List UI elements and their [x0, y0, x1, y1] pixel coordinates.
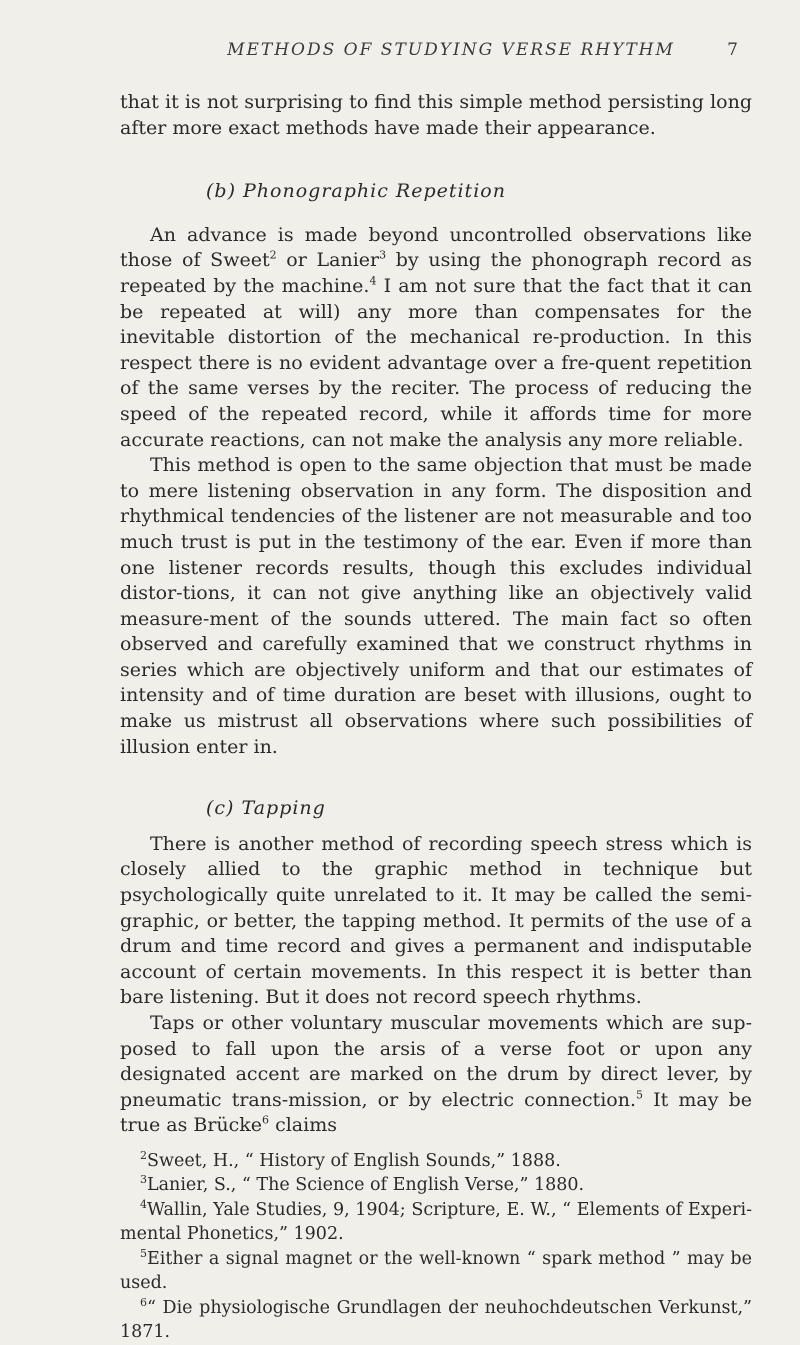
page-number: 7	[727, 40, 738, 60]
running-header	[120, 40, 752, 66]
footnote-ref: 6	[262, 1114, 270, 1128]
footnote-text: Wallin, Yale Studies, 9, 1904; Scripture, E. W., “ Elements of Experi-mental Phonetics,” 1902.	[120, 1199, 752, 1245]
running-title: METHODS OF STUDYING VERSE RHYTHM	[227, 40, 675, 60]
footnote-mark: 3	[140, 1173, 147, 1187]
paragraph-text: Taps or other voluntary muscular movements which are sup-posed to fall upon the arsis of a verse foot or upon any designated accent are marked on the drum by direct lever, by pneumatic trans-mission, or by electric connection.	[120, 1012, 752, 1111]
section-b-paragraph-2: This method is open to the same objection that must be made to mere listening observation in any form. The disposition and rhythmical tendencies of the listener are not measurable and too much trust is put in the testimony of the ear. Even if more than one listener records results, though this excludes individual distor-tions, it can not give anything like an objectively valid measure-ment of the sounds uttered. The main fact so often observed and carefully examined that we construct rhythms in series which are objectively uniform and that our estimates of intensity and of time duration are beset with illusions, ought to make us mistrust all observations where such possibilities of illusion enter in.	[120, 454, 752, 758]
footnote	[120, 1149, 752, 1174]
footnote-text: “ Die physiologische Grundlagen der neuhochdeutschen Verkunst,” 1871.	[120, 1297, 752, 1343]
footnote-ref: 3	[379, 249, 387, 263]
section-heading-c: (c) Tapping	[206, 797, 326, 820]
paragraph-text: or Lanier	[276, 249, 380, 272]
footnote-mark: 4	[140, 1198, 147, 1212]
continuation-paragraph: that it is not surprising to find this simple method persisting long after more exact methods have made their appearance.	[120, 91, 752, 139]
footnote-ref: 4	[369, 274, 377, 288]
section-c-paragraph-2	[120, 1011, 752, 1139]
paragraph-text: It may be true as Brücke	[120, 1088, 752, 1137]
footnotes	[120, 1149, 752, 1345]
paragraph-text: An advance is made beyond uncontrolled observations like those of Sweet	[120, 223, 752, 272]
footnote-ref: 2	[269, 249, 277, 263]
section-heading-b: (b) Phonographic Repetition	[206, 180, 506, 203]
footnote-mark: 2	[140, 1149, 147, 1163]
paragraph-text: claims	[269, 1114, 337, 1137]
footnote-text: Lanier, S., “ The Science of English Verse,” 1880.	[147, 1175, 585, 1196]
footnote	[120, 1296, 752, 1345]
footnote-ref: 5	[635, 1088, 643, 1102]
paragraph-text: I am not sure that the fact that it can be repeated at will) any more than compensates for the inevitable distortion of the mechanical re-production. In this respect there is no evident advantage over a fre-quent repetition of the same verses by the reciter. The process of reducing the speed of the repeated record, while it affords time for more accurate reactions, can not make the analysis any more reliable.	[120, 274, 752, 451]
footnote-text: Sweet, H., “ History of English Sounds,” 1888.	[147, 1150, 561, 1171]
paragraph-text: by using the phonograph record as repeated by the machine.	[120, 249, 753, 297]
section-c-paragraph-1: There is another method of recording speech stress which is closely allied to the graphic method in technique but psychologically quite unrelated to it. It may be called the semi-graphic, or better, the tapping method. It permits of the use of a drum and time record and gives a permanent and indisputable account of certain movements. In this respect it is better than bare listening. But it does not record speech rhythms.	[120, 832, 752, 1009]
footnote-mark: 5	[140, 1247, 147, 1261]
footnote-text: Either a signal magnet or the well-known “ spark method ” may be used.	[120, 1248, 752, 1294]
footnote	[120, 1247, 752, 1296]
section-b-paragraph-1	[120, 223, 752, 453]
footnote	[120, 1173, 752, 1198]
footnote-mark: 6	[140, 1296, 147, 1310]
